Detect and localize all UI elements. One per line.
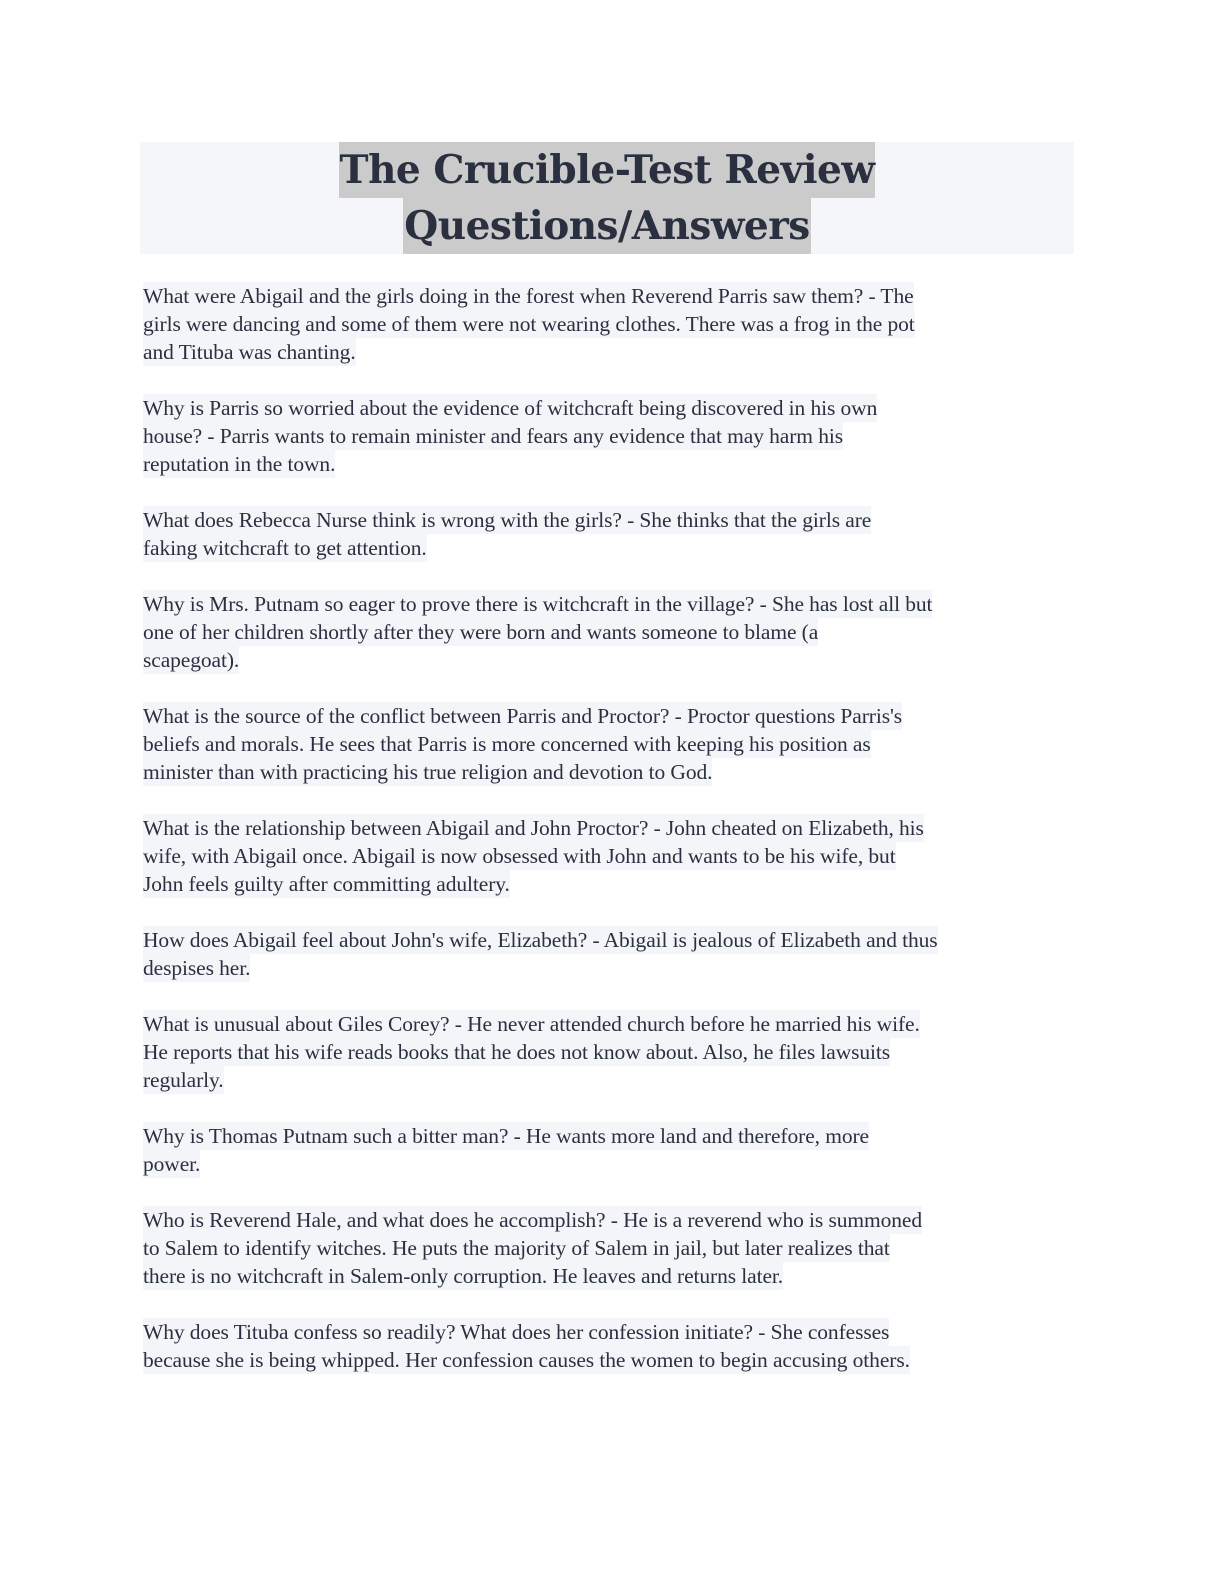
qa-line: Why is Mrs. Putnam so eager to prove there is witchcraft in the village? - She has lost all but	[143, 592, 933, 616]
qa-line: wife, with Abigail once. Abigail is now obsessed with John and wants to be his wife, but	[143, 844, 896, 868]
qa-line: there is no witchcraft in Salem-only corruption. He leaves and returns later.	[143, 1264, 784, 1288]
qa-line: one of her children shortly after they were born and wants someone to blame (a	[143, 620, 819, 644]
qa-line: reputation in the town.	[143, 452, 336, 476]
qa-line: What is unusual about Giles Corey? - He never attended church before he married his wife.	[143, 1012, 920, 1036]
qa-item-4	[143, 590, 1083, 674]
qa-line: What does Rebecca Nurse think is wrong with the girls? - She thinks that the girls are	[143, 508, 872, 532]
qa-list	[143, 282, 1083, 1402]
qa-item-9	[143, 1122, 1083, 1178]
qa-line: Why does Tituba confess so readily? What does her confession initiate? - She confesses	[143, 1320, 890, 1344]
qa-line: despises her.	[143, 956, 251, 980]
qa-line: girls were dancing and some of them were not wearing clothes. There was a frog in the pot	[143, 312, 915, 336]
qa-line: John feels guilty after committing adultery.	[143, 872, 510, 896]
qa-item-5	[143, 702, 1083, 786]
page-title-line-2: Questions/Answers	[403, 198, 810, 254]
qa-line: How does Abigail feel about John's wife, Elizabeth? - Abigail is jealous of Elizabeth and thus	[143, 928, 938, 952]
qa-line: scapegoat).	[143, 648, 240, 672]
qa-line: faking witchcraft to get attention.	[143, 536, 427, 560]
qa-line: to Salem to identify witches. He puts the majority of Salem in jail, but later realizes that	[143, 1236, 890, 1260]
qa-item-8	[143, 1010, 1083, 1094]
qa-item-3	[143, 506, 1083, 562]
title-row-2	[140, 198, 1074, 254]
page-title-line-1: The Crucible-Test Review	[339, 142, 876, 198]
qa-item-10	[143, 1206, 1083, 1290]
qa-line: power.	[143, 1152, 201, 1176]
qa-line: Why is Parris so worried about the evidence of witchcraft being discovered in his own	[143, 396, 878, 420]
qa-item-1	[143, 282, 1083, 366]
qa-line: minister than with practicing his true religion and devotion to God.	[143, 760, 713, 784]
qa-line: and Tituba was chanting.	[143, 340, 356, 364]
qa-line: He reports that his wife reads books that he does not know about. Also, he files lawsuits	[143, 1040, 891, 1064]
qa-line: Why is Thomas Putnam such a bitter man? - He wants more land and therefore, more	[143, 1124, 869, 1148]
qa-line: What is the relationship between Abigail and John Proctor? - John cheated on Elizabeth, his	[143, 816, 924, 840]
qa-line: regularly.	[143, 1068, 224, 1092]
qa-line: because she is being whipped. Her confession causes the women to begin accusing others.	[143, 1348, 910, 1372]
qa-line: house? - Parris wants to remain minister and fears any evidence that may harm his	[143, 424, 843, 448]
title-row-1	[140, 142, 1074, 198]
qa-item-2	[143, 394, 1083, 478]
qa-line: What is the source of the conflict between Parris and Proctor? - Proctor questions Parris's	[143, 704, 903, 728]
qa-line: Who is Reverend Hale, and what does he accomplish? - He is a reverend who is summoned	[143, 1208, 923, 1232]
title-block	[140, 142, 1074, 254]
qa-line: beliefs and morals. He sees that Parris is more concerned with keeping his position as	[143, 732, 871, 756]
qa-item-11	[143, 1318, 1083, 1374]
qa-item-7	[143, 926, 1083, 982]
qa-item-6	[143, 814, 1083, 898]
qa-line: What were Abigail and the girls doing in the forest when Reverend Parris saw them? - The	[143, 284, 914, 308]
